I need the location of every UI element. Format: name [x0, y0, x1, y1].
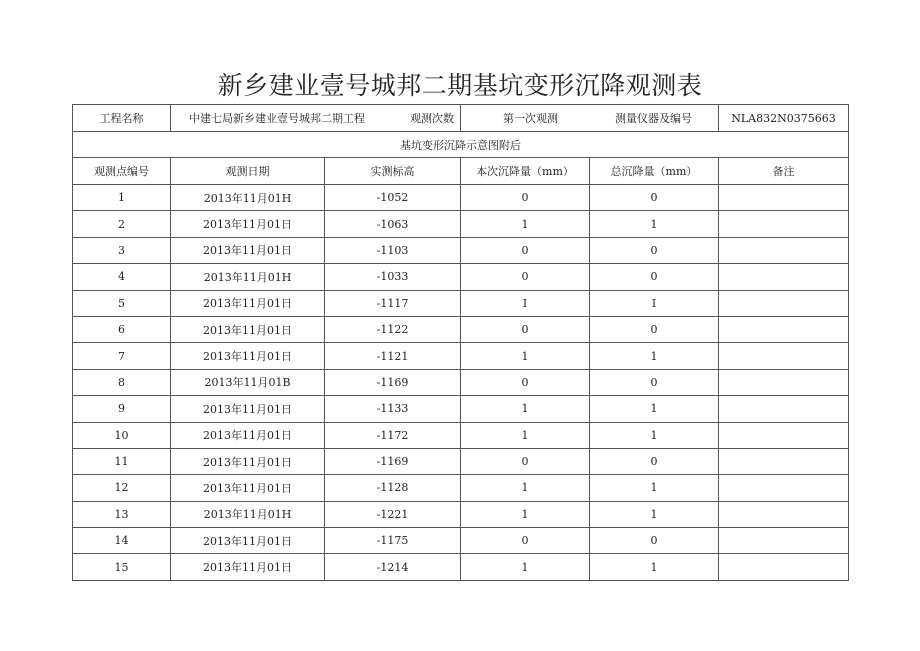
- cell-date: 2013年11月01日: [171, 316, 325, 342]
- table-row: [73, 237, 849, 263]
- cell-total-settlement: 0: [590, 316, 719, 342]
- cell-remarks: [719, 290, 849, 316]
- cell-remarks: [719, 396, 849, 422]
- cell-current-settlement: 0: [461, 448, 590, 474]
- info-row: [73, 105, 849, 132]
- table-row: [73, 528, 849, 554]
- note-row: [73, 132, 849, 158]
- cell-total-settlement: 1: [590, 396, 719, 422]
- cell-elevation: -1133: [325, 396, 461, 422]
- cell-point-id: 1: [73, 185, 171, 211]
- cell-current-settlement: 0: [461, 237, 590, 263]
- cell-date: 2013年11月01H: [171, 185, 325, 211]
- cell-elevation: -1169: [325, 448, 461, 474]
- table-row: [73, 396, 849, 422]
- cell-remarks: [719, 422, 849, 448]
- cell-total-settlement: 1: [590, 475, 719, 501]
- header-elevation: 实测标高: [325, 158, 461, 185]
- cell-date: 2013年11月01H: [171, 501, 325, 527]
- table-row: [73, 343, 849, 369]
- table-row: [73, 448, 849, 474]
- cell-date: 2013年11月01H: [171, 264, 325, 290]
- cell-elevation: -1128: [325, 475, 461, 501]
- cell-current-settlement: 1: [461, 554, 590, 580]
- cell-total-settlement: 1: [590, 211, 719, 237]
- cell-total-settlement: 1: [590, 501, 719, 527]
- cell-elevation: -1033: [325, 264, 461, 290]
- table-row: [73, 316, 849, 342]
- table-row: [73, 475, 849, 501]
- cell-current-settlement: 0: [461, 369, 590, 395]
- cell-current-settlement: 1: [461, 396, 590, 422]
- cell-remarks: [719, 237, 849, 263]
- table-row: [73, 290, 849, 316]
- cell-current-settlement: 1: [461, 343, 590, 369]
- cell-elevation: -1117: [325, 290, 461, 316]
- cell-total-settlement: 0: [590, 264, 719, 290]
- header-date: 观测日期: [171, 158, 325, 185]
- cell-remarks: [719, 554, 849, 580]
- header-remarks: 备注: [719, 158, 849, 185]
- count-label: 观测次数: [410, 112, 454, 125]
- page-title: 新乡建业壹号城邦二期基坑变形沉降观测表: [217, 71, 703, 100]
- count-value: 第一次观测: [503, 112, 558, 125]
- cell-date: 2013年11月01日: [171, 475, 325, 501]
- cell-date: 2013年11月01日: [171, 237, 325, 263]
- table-row: [73, 422, 849, 448]
- cell-remarks: [719, 528, 849, 554]
- count-value-cell: [461, 105, 719, 132]
- cell-point-id: 3: [73, 237, 171, 263]
- cell-total-settlement: 1: [590, 554, 719, 580]
- cell-elevation: -1214: [325, 554, 461, 580]
- cell-current-settlement: 0: [461, 264, 590, 290]
- cell-point-id: 7: [73, 343, 171, 369]
- cell-remarks: [719, 211, 849, 237]
- cell-point-id: 9: [73, 396, 171, 422]
- table-row: [73, 501, 849, 527]
- header-total-settlement: 总沉降量（mm）: [590, 158, 719, 185]
- cell-elevation: -1221: [325, 501, 461, 527]
- cell-date: 2013年11月01日: [171, 528, 325, 554]
- cell-elevation: -1175: [325, 528, 461, 554]
- cell-point-id: 15: [73, 554, 171, 580]
- cell-total-settlement: 1: [590, 343, 719, 369]
- table-row: [73, 369, 849, 395]
- cell-point-id: 4: [73, 264, 171, 290]
- cell-date: 2013年11月01日: [171, 554, 325, 580]
- cell-point-id: 5: [73, 290, 171, 316]
- cell-current-settlement: 0: [461, 528, 590, 554]
- cell-current-settlement: 1: [461, 475, 590, 501]
- cell-date: 2013年11月01日: [171, 211, 325, 237]
- cell-point-id: 8: [73, 369, 171, 395]
- cell-remarks: [719, 369, 849, 395]
- cell-date: 2013年11月01日: [171, 343, 325, 369]
- cell-remarks: [719, 264, 849, 290]
- cell-point-id: 13: [73, 501, 171, 527]
- cell-remarks: [719, 501, 849, 527]
- cell-elevation: -1052: [325, 185, 461, 211]
- cell-remarks: [719, 448, 849, 474]
- cell-current-settlement: 0: [461, 185, 590, 211]
- cell-elevation: -1122: [325, 316, 461, 342]
- cell-total-settlement: 0: [590, 237, 719, 263]
- cell-total-settlement: 0: [590, 528, 719, 554]
- cell-date: 2013年11月01日: [171, 448, 325, 474]
- table-row: [73, 185, 849, 211]
- cell-current-settlement: 1: [461, 422, 590, 448]
- cell-total-settlement: 0: [590, 369, 719, 395]
- cell-elevation: -1063: [325, 211, 461, 237]
- cell-remarks: [719, 475, 849, 501]
- table-row: [73, 264, 849, 290]
- diagram-note: 基坑变形沉降示意图附后: [73, 132, 849, 158]
- cell-total-settlement: 0: [590, 185, 719, 211]
- cell-elevation: -1103: [325, 237, 461, 263]
- observation-table: [72, 104, 849, 581]
- cell-date: 2013年11月01日: [171, 422, 325, 448]
- cell-point-id: 2: [73, 211, 171, 237]
- cell-point-id: 12: [73, 475, 171, 501]
- cell-current-settlement: 1: [461, 211, 590, 237]
- cell-point-id: 11: [73, 448, 171, 474]
- cell-elevation: -1172: [325, 422, 461, 448]
- cell-point-id: 14: [73, 528, 171, 554]
- cell-current-settlement: 1: [461, 501, 590, 527]
- cell-elevation: -1121: [325, 343, 461, 369]
- cell-total-settlement: I: [590, 290, 719, 316]
- cell-point-id: 6: [73, 316, 171, 342]
- header-point-id: 观测点编号: [73, 158, 171, 185]
- cell-current-settlement: 0: [461, 316, 590, 342]
- project-label: 工程名称: [73, 105, 171, 132]
- cell-total-settlement: 1: [590, 422, 719, 448]
- table-row: [73, 554, 849, 580]
- cell-remarks: [719, 316, 849, 342]
- cell-point-id: 10: [73, 422, 171, 448]
- project-name-cell: [171, 105, 461, 132]
- cell-remarks: [719, 343, 849, 369]
- header-row: [73, 158, 849, 185]
- cell-total-settlement: 0: [590, 448, 719, 474]
- cell-date: 2013年11月01日: [171, 290, 325, 316]
- cell-date: 2013年11月01B: [171, 369, 325, 395]
- cell-date: 2013年11月01日: [171, 396, 325, 422]
- table-row: [73, 211, 849, 237]
- header-current-settlement: 本次沉降量（mm）: [461, 158, 590, 185]
- cell-current-settlement: I: [461, 290, 590, 316]
- instrument-value: NLA832N0375663: [719, 105, 849, 132]
- project-name: 中建七局新乡建业壹号城邦二期工程: [189, 112, 365, 125]
- cell-remarks: [719, 185, 849, 211]
- cell-elevation: -1169: [325, 369, 461, 395]
- instrument-label: 测量仪器及编号: [615, 112, 692, 125]
